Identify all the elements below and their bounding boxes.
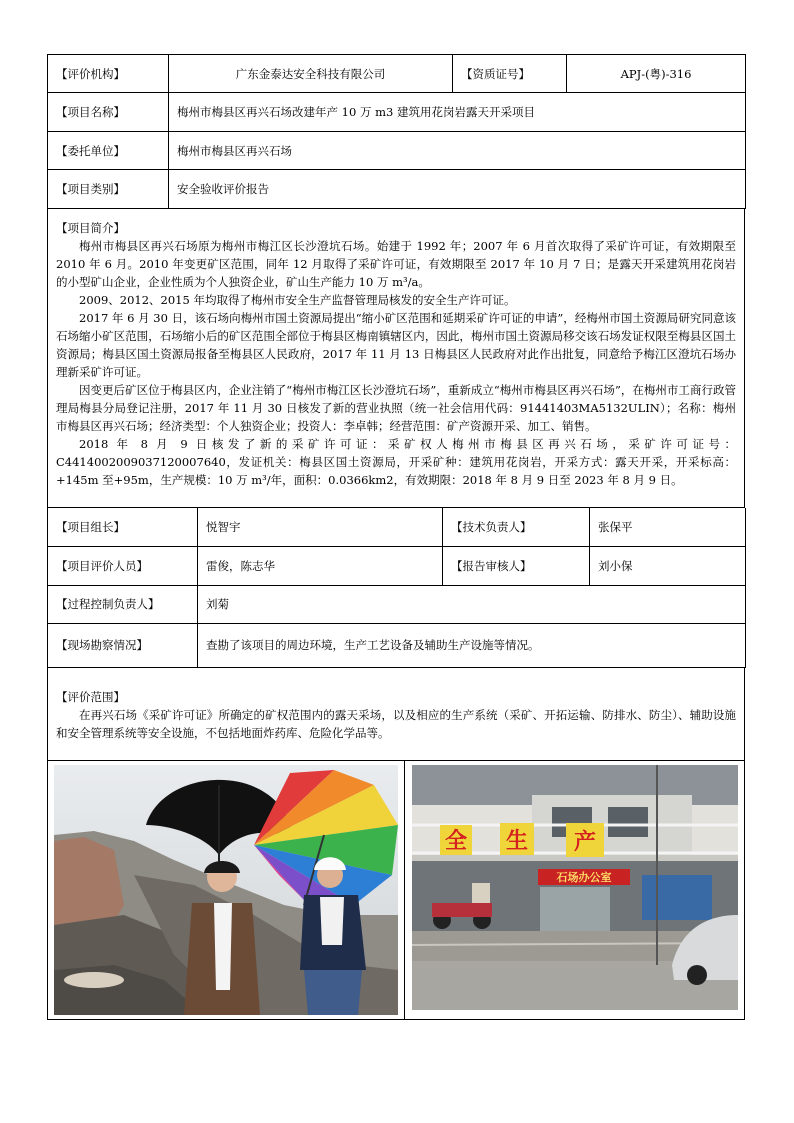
row-category — [48, 170, 746, 209]
project-intro — [47, 209, 745, 508]
office-sign: 石场办公室 — [556, 870, 612, 884]
info-table — [47, 54, 746, 209]
row-process — [48, 585, 746, 623]
row-survey — [48, 623, 746, 667]
team-table — [47, 508, 746, 668]
survey-label: 【现场勘察情况】 — [48, 623, 198, 667]
row-project-name — [48, 93, 746, 132]
intro-paragraph: 梅州市梅县区再兴石场原为梅州市梅江区长沙澄坑石场。始建于 1992 年；2007 年 6 月首次取得了采矿许可证，有效期限至 2010 年 6 月。2010 年变更矿区范围，同年 12 月取得了采矿许可证，有效期限至 2017 年 10 月 7 日；是露天开采建筑用花岗岩的小型矿山企业，企业性质为个人独资企业，矿山生产能力 10 万 m³/a。 — [56, 239, 736, 289]
project-name-value: 梅州市梅县区再兴石场改建年产 10 万 m3 建筑用花岗岩露天开采项目 — [169, 93, 746, 132]
eval-org-label: 【评价机构】 — [48, 55, 169, 93]
category-value: 安全验收评价报告 — [169, 170, 746, 209]
intro-paragraph: 2009、2012、2015 年均取得了梅州市安全生产监督管理局核发的安全生产许可证。 — [79, 293, 516, 307]
office-photo-image — [412, 765, 738, 1010]
survey-value: 查勘了该项目的周边环境，生产工艺设备及辅助生产设施等情况。 — [198, 623, 746, 667]
leader-label: 【项目组长】 — [48, 508, 198, 546]
project-name-label: 【项目名称】 — [48, 93, 169, 132]
category-label: 【项目类别】 — [48, 170, 169, 209]
sign-char-1: 全 — [444, 828, 468, 854]
reviewer-value: 刘小保 — [590, 546, 746, 585]
reviewer-label: 【报告审核人】 — [443, 546, 590, 585]
quarry-site-photo — [54, 765, 398, 1015]
sign-char-2: 生 — [505, 828, 529, 854]
intro-paragraph: 2017 年 6 月 30 日，该石场向梅州市国土资源局提出“缩小矿区范围和延期采矿许可证的申请”，经梅州市国土资源局研究同意该石场缩小矿区范围，石场缩小后的矿区范围全部位于梅县区梅南镇辖区内，因此，梅州市国土资源局移交该石场发证权限至梅县区国土资源局；梅县区国土资源局报备至梅县区人民政府，2017 年 11 月 13 日梅县区人民政府对此作出批复，同意给予梅江区澄坑石场办理新采矿许可证。 — [56, 311, 736, 379]
client-value: 梅州市梅县区再兴石场 — [169, 132, 746, 170]
leader-value: 悦智宇 — [198, 508, 443, 546]
evaluators-label: 【项目评价人员】 — [48, 546, 198, 585]
row-eval-org — [48, 55, 746, 93]
evaluation-scope — [47, 668, 745, 761]
photo-divider — [404, 761, 405, 1019]
tech-label: 【技术负责人】 — [443, 508, 590, 546]
report-page — [47, 54, 745, 1020]
scope-text: 在再兴石场《采矿许可证》所确定的矿权范围内的露天采场，以及相应的生产系统（采矿、开拓运输、防排水、防尘）、辅助设施和安全管理系统等安全设施，不包括地面炸药库、危险化学品等。 — [56, 707, 736, 740]
row-client — [48, 132, 746, 170]
quarry-photo-image — [54, 765, 398, 1015]
process-label: 【过程控制负责人】 — [48, 585, 198, 623]
intro-paragraph: 2018 年 8 月 9 日核发了新的采矿许可证：采矿权人梅州市梅县区再兴石场，采矿许可证号：C4414002009037120007640，发证机关：梅县区国土资源局，开采矿种：建筑用花岗岩，开采方式：露天开采，开采标高：+145m 至+95m，生产规模：10 万 m³/年，面积：0.0366km2，有效期限：2018 年 8 月 9 日至 2023 年 8 月 9 日。 — [56, 437, 736, 487]
tech-value: 张保平 — [590, 508, 746, 546]
intro-heading: 【项目简介】 — [56, 221, 125, 235]
intro-paragraph: 因变更后矿区位于梅县区内，企业注销了“梅州市梅江区长沙澄坑石场”，重新成立“梅州市梅县区再兴石场”，在梅州市工商行政管理局梅县分局登记注册，2017 年 11 月 30 日核发了新的营业执照（统一社会信用代码：91441403MA5132ULIN）；名称：梅州市梅县区再兴石场；经济类型：个人独资企业；投资人：李卓韩；经营范围：矿产资源开采、加工、销售。 — [56, 383, 736, 433]
row-evaluators — [48, 546, 746, 585]
process-value: 刘菊 — [198, 585, 746, 623]
cert-label: 【资质证号】 — [453, 55, 567, 93]
row-leader — [48, 508, 746, 546]
eval-org-value: 广东金泰达安全科技有限公司 — [169, 55, 453, 93]
scope-heading: 【评价范围】 — [56, 689, 125, 704]
client-label: 【委托单位】 — [48, 132, 169, 170]
evaluators-value: 雷俊，陈志华 — [198, 546, 443, 585]
photo-panel — [47, 761, 745, 1020]
office-building-photo — [412, 765, 738, 1010]
sign-char-3: 产 — [573, 829, 597, 855]
cert-value: APJ-(粤)-316 — [567, 55, 746, 93]
